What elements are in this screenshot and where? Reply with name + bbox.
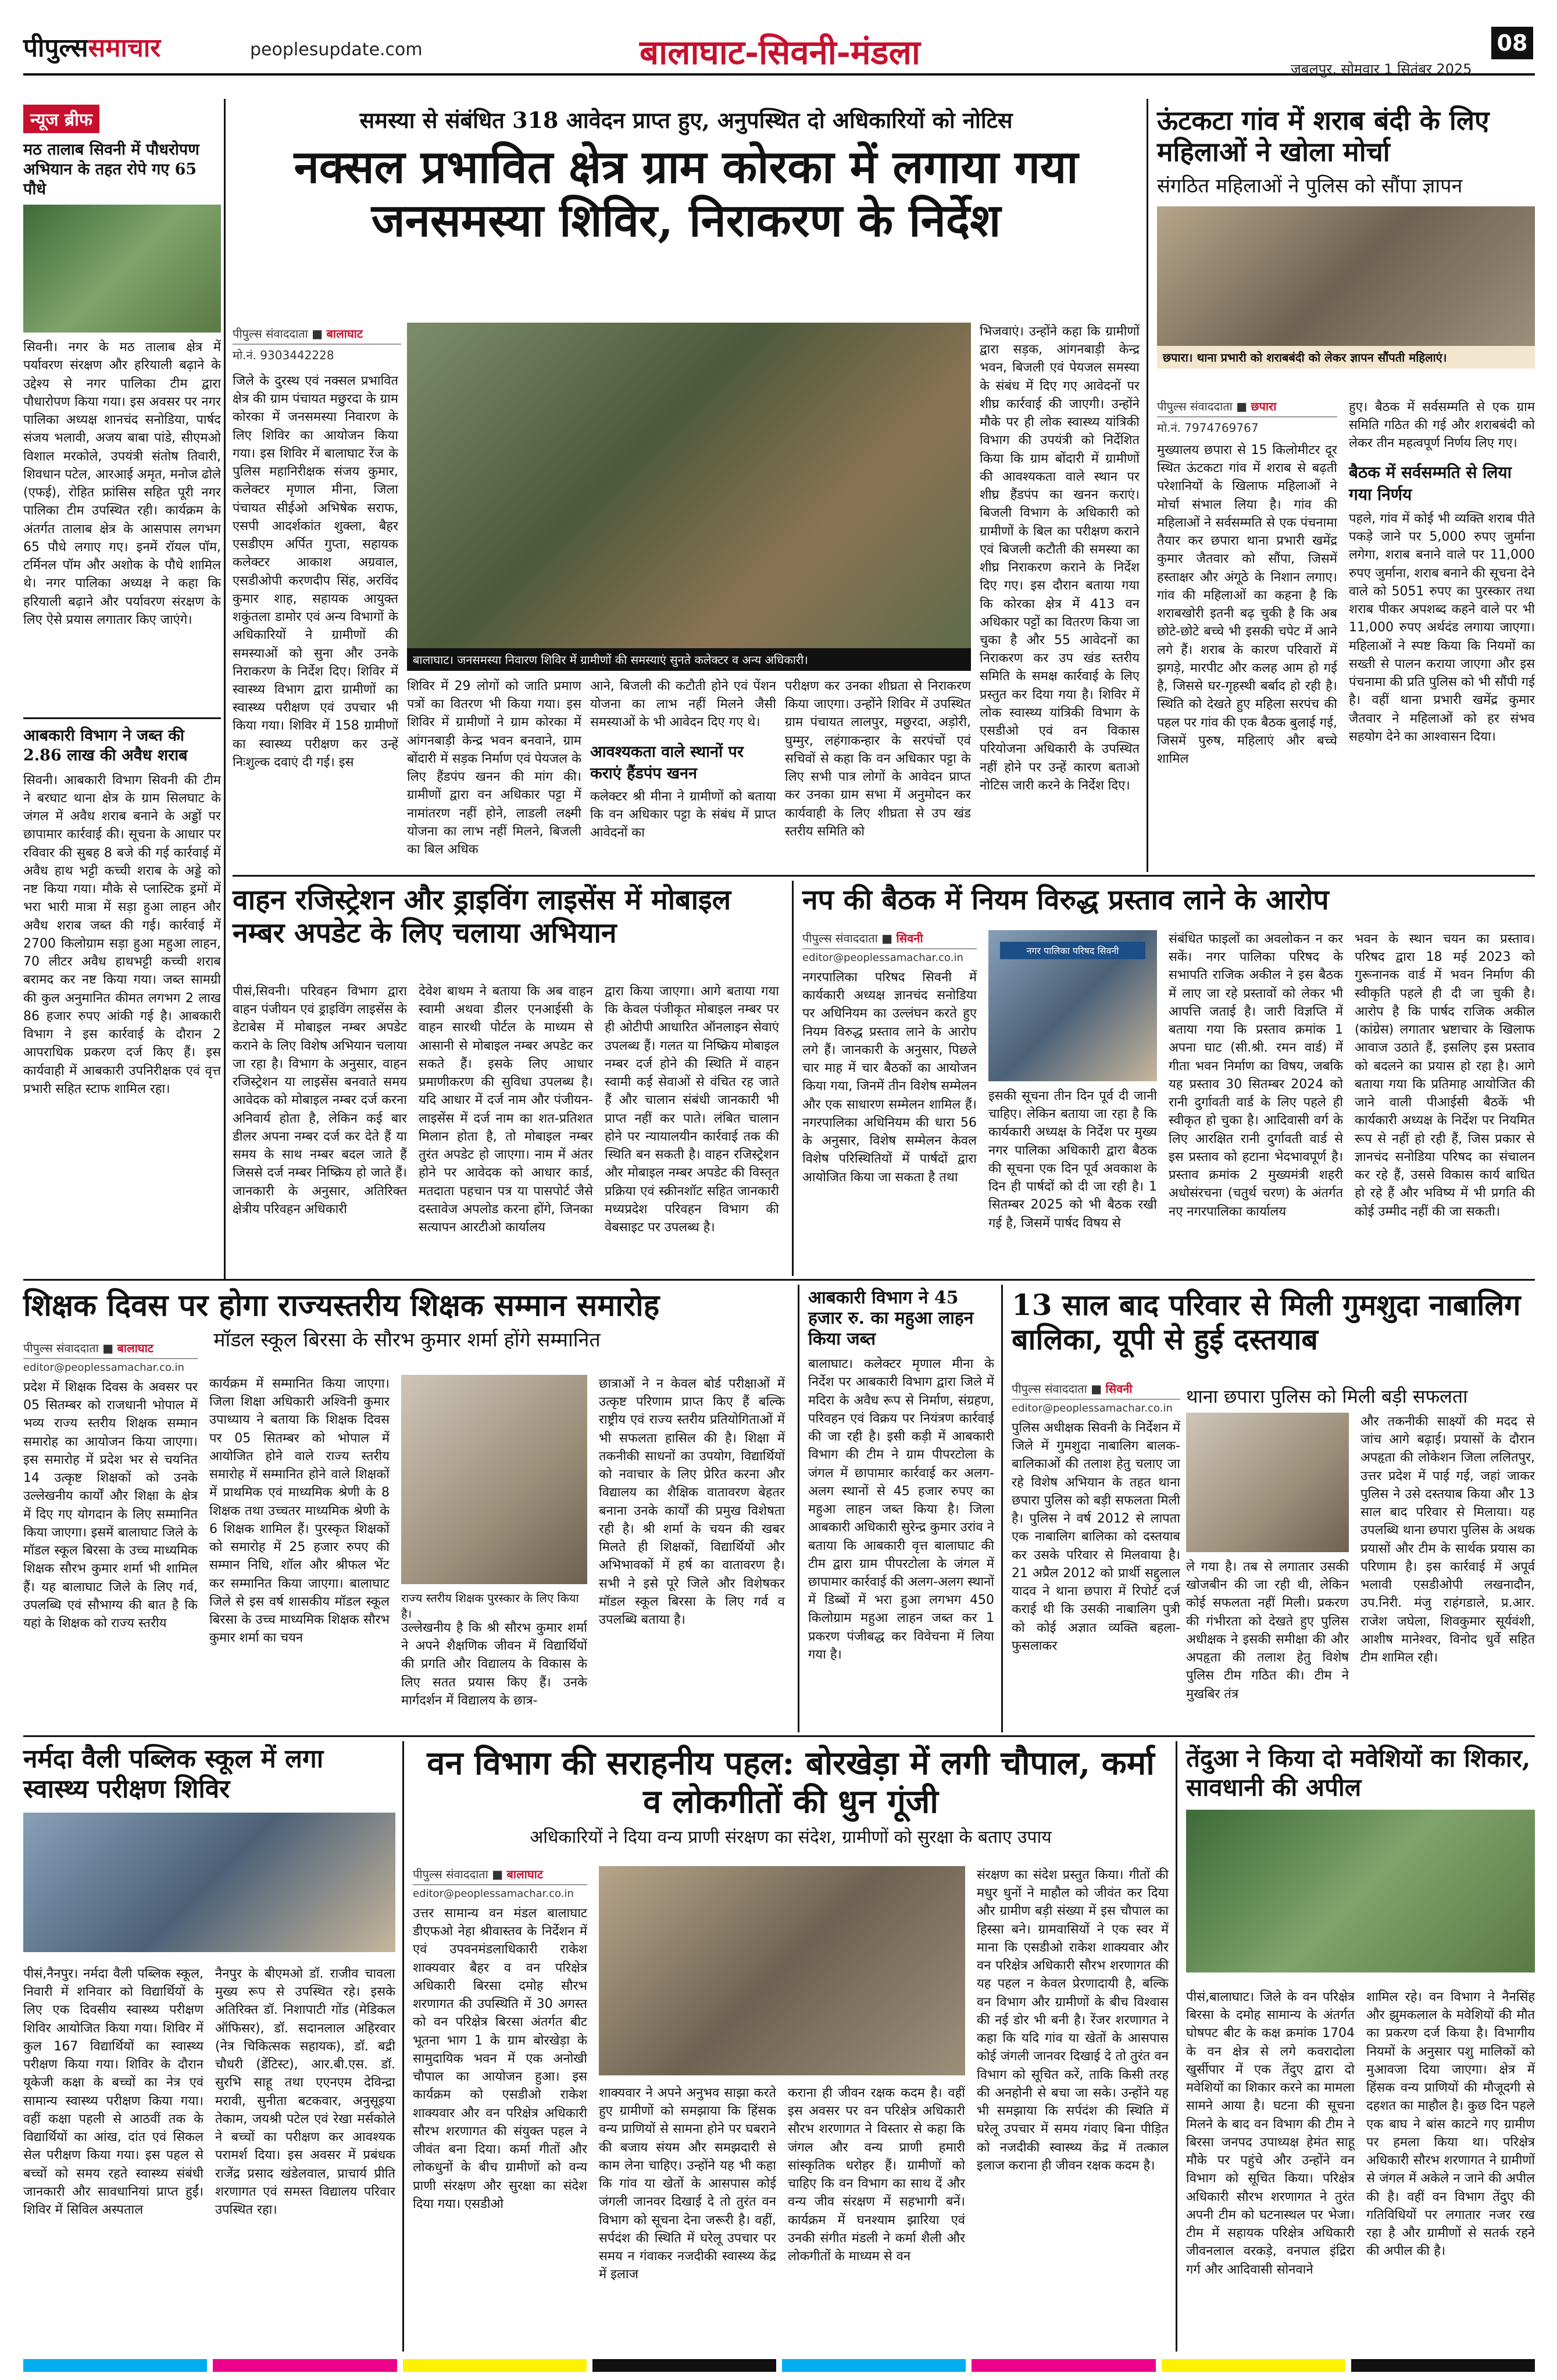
lead-col3b-text: कलेक्टर श्री मीना ने ग्रामीणों को बताया कि वन अधिकार पट्टा के संबंध में प्राप्त आवेदनों का <box>590 789 776 841</box>
missing-subhead: थाना छपारा पुलिस को मिली बड़ी सफलता <box>1186 1385 1468 1407</box>
page-number: 08 <box>1491 27 1533 59</box>
missing-col1: पुलिस अधीक्षक सिवनी के निर्देशन में जिले में गुमशुदा नाबालिग बालक-बालिकाओं की तलाश हेतु चलाए जा रहे विशेष अभियान के तहत थाना छपारा पुलिस को बड़ी सफलता मिली है। पुलिस ने वर्ष 2012 से लापता एक नाबालिग बालिका को दस्तयाब कर उसके परिवार से मिलवाया है। 21 अप्रैल 2012 को प्रार्थी सद्दुलाल यादव ने थाना छपारा में रिपोर्ट दर्ज कराई थी कि उसकी नाबालिग पुत्री को कोई अज्ञात व्यक्ति बहला-फुसलाकर <box>1012 1421 1180 1653</box>
narmada-photo <box>23 1813 395 1952</box>
forest-email[interactable]: editor@peoplessamachar.co.in <box>413 1888 574 1900</box>
katta-subhead2: बैठक में सर्वसम्मति से लिया गया निर्णय <box>1349 463 1512 504</box>
brief-item1-photo <box>23 205 221 333</box>
site-url[interactable]: peoplesupdate.com <box>250 40 423 60</box>
abkari-headline: आबकारी विभाग ने 45 हजार रु. का महुआ लाहन किया जब्त <box>808 1288 974 1349</box>
vehicle-headline: वाहन रजिस्ट्रेशन और ड्राइविंग लाइसेंस में मोबाइल नम्बर अपडेट के लिए चलाया अभियान <box>233 884 731 949</box>
forest-col4: संरक्षण का संदेश प्रस्तुत किया। गीतों की मधुर धुनों ने माहौल को जीवंत कर दिया और ग्रामीण बड़ी संख्या में इस चौपाल का हिस्सा बने। ग्रामवासियों ने एक स्वर में माना कि एसडीओ राकेश शाक्यवार और वन परिक्षेत्र अधिकारी सौरभ शरणागत की यह पहल न केवल प्रेरणादायी है, बल्कि वन विभाग और ग्रामीणों के बीच विश्वास की नई डोर भी बनी है। रेंजर शरणागत ने कहा कि यदि गांव या खेतों के आसपास कोई जंगली जानवर दिखाई दे तो तुरंत वन विभाग को सूचित करें, ताकि किसी तरह की अनहोनी से बचा जा सके। उन्होंने यह भी समझाया कि सर्पदंश की स्थिति में घरेलू उपचार में समय गंवाए बिना पीड़ित को नजदीकी स्वास्थ्य केंद्र में तत्काल इलाज कराना ही जीवन रक्षक कदम है। <box>977 1868 1169 2173</box>
missing-story: 13 साल बाद परिवार से मिली गुमशुदा नाबालिग बालिका, यूपी से हुई दस्तयाब पीपुल्स संवाददाता ■ सिवनी editor@peoplessamachar.co.in पुलिस अधीक्षक सिवनी के निर्देशन में जिले में गुमशुदा नाबालिग बालक-बालिकाओं की तलाश हेतु चलाए जा रहे विशेष अभियान के तहत थाना छपारा पुलिस को बड़ी सफलता मिली है। पुलिस ने वर्ष 2012 से लापता एक नाबालिग बालिका को दस्तयाब कर उसके परिवार से मिलवाया है। 21 अप्रैल 2012 को प्रार्थी सद्दुलाल यादव ने थाना छपारा में रिपोर्ट दर्ज कराई थी कि उसकी नाबालिग पुत्री को कोई अज्ञात व्यक्ति बहला-फुसलाकर थाना छपारा पुलिस को मिली बड़ी सफलता ले गया है। तब से लगातार उसकी खोजबीन की जा रही थी, लेकिन कोई सफलता नहीं मिली। प्रकरण की गंभीरता को देखते हुए पुलिस अधीक्षक ने इसकी समीक्षा की और अपहृता की तलाश हेतु विशेष पुलिस टीम गठित की। टीम ने मुखबिर तंत्र और तकनीकी साक्ष्यों की मदद से जांच आगे बढ़ाई। प्रयासों के दौरान अपहृता की लोकेशन जिला ललितपुर, उत्तर प्रदेश में पाई गई, जहां जाकर पुलिस ने उसे दस्तयाब किया और 13 साल बाद परिवार से मिलाया। यह उपलब्धि थाना छपारा पुलिस के अथक प्रयासों और टीम के सार्थक प्रयास का परिणाम है। इस कार्रवाई में अपूर्व भलावी एसडीओपी लखनादौन, उप.निरी. मंजु राहंगडाले, प्र.आर. राजेश जघेला, शिवकुमार सूर्यवंशी, आशीष मानेश्वर, विनोद धुर्वे सहित टीम शामिल रही। <box>1012 1288 1535 1729</box>
forest-col3: कराना ही जीवन रक्षक कदम है। वहीं इस अवसर पर वन परिक्षेत्र अधिकारी सौरभ शरणागत ने विस्तार से कहा कि जंगल और वन्य प्राणी हमारी सांस्कृतिक धरोहर हैं। ग्रामीणों को चाहिए कि वन विभाग का साथ दें और वन्य जीव संरक्षण में सहभागी बनें। कार्यक्रम में घनश्याम झारिया एवं उनकी संगीत मंडली ने कर्मा शैली और लोकगीतों के माध्यम से वन <box>788 2086 965 2264</box>
np-col3: संबंधित फाइलों का अवलोकन न कर सकें। नगर पालिका परिषद के सभापति राजिक अकील ने इस बैठक में लाए जा रहे प्रस्तावों को लेकर भी आपत्ति जताई है। जारी विज्ञप्ति में बताया गया कि प्रस्ताव क्रमांक 1 अपना घाट (सी.श्री. रमन वार्ड) में गीता भवन निर्माण का विषय, जबकि यह प्रस्ताव 30 सितम्बर 2024 को रानी दुर्गावती वार्ड के लिए पहले ही स्वीकृत हो चुका है। आदिवासी वर्ग के लिए आरक्षित रानी दुर्गावती वार्ड से इस प्रस्ताव को हटाना भेदभावपूर्ण है। प्रस्ताव क्रमांक 2 मुख्यमंत्री शहरी अधोसंरचना (चतुर्थ चरण) के अंतर्गत नए नगरपालिका कार्यालय <box>1169 932 1343 1219</box>
teacher-photo <box>401 1375 587 1584</box>
np-story: नप की बैठक में नियम विरुद्ध प्रस्ताव लाने के आरोप पीपुल्स संवाददाता ■ सिवनी editor@peoplessamachar.co.in नगरपालिका परिषद सिवनी में कार्यकारी अध्यक्ष ज्ञानचंद सनोडिया पर अधिनियम का उल्लंघन करते हुए नियम विरुद्ध प्रस्ताव लाने के आरोप लगे हैं। जानकारी के अनुसार, पिछले चार माह में चार बैठकों का आयोजन किया गया, जिनमें तीन विशेष सम्मेलन और एक साधारण सम्मेलन शामिल हैं। नगरपालिका अधिनियम की धारा 56 के अनुसार, विशेष सम्मेलन केवल विशेष परिस्थितियों में पार्षदों द्वारा आयोजित किया जा सकता है तथा नगर पालिका परिषद सिवनी इसकी सूचना तीन दिन पूर्व दी जानी चाहिए। लेकिन बताया जा रहा है कि कार्यकारी अध्यक्ष के निर्देश पर मुख्य नगर पालिका अधिकारी द्वारा बैठक की सूचना एक दिन पूर्व अवकाश के दिन ही पार्षदों को दी जा रही है। 1 सितम्बर 2025 को भी बैठक रखी गई है, जिसमें पार्षद विषय से संबंधित फाइलों का अवलोकन न कर सकें। नगर पालिका परिषद के सभापति राजिक अकील ने इस बैठक में लाए जा रहे प्रस्तावों को लेकर भी आपत्ति जताई है। जारी विज्ञप्ति में बताया गया कि प्रस्ताव क्रमांक 1 अपना घाट (सी.श्री. रमन वार्ड) में गीता भवन निर्माण का विषय, जबकि यह प्रस्ताव 30 सितम्बर 2024 को रानी दुर्गावती वार्ड के लिए पहले ही स्वीकृत हो चुका है। आदिवासी वर्ग के लिए आरक्षित रानी दुर्गावती वार्ड से इस प्रस्ताव को हटाना भेदभावपूर्ण है। प्रस्ताव क्रमांक 2 मुख्यमंत्री शहरी अधोसंरचना (चतुर्थ चरण) के अंतर्गत नए नगरपालिका कार्यालय भवन के स्थान चयन का प्रस्ताव। परिषद द्वारा 18 मई 2023 को गुरूनानक वार्ड में भवन निर्माण की स्वीकृति पहले ही दी जा चुकी है। आरोप है कि पार्षद राजिक अकील (कांग्रेस) लगातार भ्रष्टाचार के खिलाफ आवाज उठाते हैं, इसलिए इस प्रस्ताव को बदलने का प्रयास हो रहा है। आगे बताया गया कि प्रतिमाह आयोजित की जाने वाली पीआईसी बैठकें भी कार्यकारी अध्यक्ष के निर्देश पर नियमित रूप से नहीं हो रही हैं, जिस प्रकार से ज्ञानचंद सनोडिया परिषद का संचालन कर रहे हैं, उससे विकास कार्य बाधित हो रहे हैं और भविष्य में भी प्रगति की कोई उम्मीद नहीं की जा सकती। <box>802 884 1535 1273</box>
leopard-photo <box>1186 1810 1535 1972</box>
np-signboard: नगर पालिका परिषद सिवनी <box>1000 942 1145 959</box>
teacher-subhead: मॉडल स्कूल बिरसा के सौरभ कुमार शर्मा होंगे सम्मानित <box>213 1328 601 1352</box>
narmada-story <box>23 1744 395 2349</box>
teacher-story: शिक्षक दिवस पर होगा राज्यस्तरीय शिक्षक सम्मान समारोह मॉडल स्कूल बिरसा के सौरभ कुमार शर्मा होंगे सम्मानित पीपुल्स संवाददाता ■ बालाघाट editor@peoplessamachar.co.in प्रदेश में शिक्षक दिवस के अवसर पर 05 सितम्बर को राजधानी भोपाल में भव्य राज्य स्तरीय शिक्षक सम्मान समारोह का आयोजन किया जाएगा। इस समारोह में प्रदेश भर से चयनित 14 उत्कृष्ट शिक्षकों को उनके उल्लेखनीय कार्यों और शिक्षा के क्षेत्र में दिए गए योगदान के लिए सम्मानित किया जाएगा। इसमें बालाघाट जिले के मॉडल स्कूल बिरसा के उच्च माध्यमिक शिक्षक सौरभ कुमार शर्मा भी शामिल हैं। यह बालाघाट जिले के लिए गर्व, उपलब्धि एवं सौभाग्य की बात है कि यहां के शिक्षक को राज्य स्तरीय कार्यक्रम में सम्मानित किया जाएगा। जिला शिक्षा अधिकारी अश्विनी कुमार उपाध्याय ने बताया कि शिक्षक दिवस पर 05 सितम्बर को भोपाल में आयोजित होने वाले राज्य स्तरीय समारोह में सम्मानित होने वाले शिक्षकों में प्राथमिक एवं माध्यमिक श्रेणी के 8 शिक्षक तथा उच्चतर माध्यमिक श्रेणी के 6 शिक्षक शामिल हैं। पुरस्कृत शिक्षकों को समारोह में 25 हजार रुपए की सम्मान निधि, शॉल और श्रीफल भेंट कर सम्मानित किया जाएगा। बालाघाट जिले से इस वर्ष शासकीय मॉडल स्कूल बिरसा के उच्च माध्यमिक शिक्षक सौरभ कुमार शर्मा का चयन राज्य स्तरीय शिक्षक पुरस्कार के लिए किया है। उल्लेखनीय है कि श्री सौरभ कुमार शर्मा ने अपने शैक्षणिक जीवन में विद्यार्थियों की प्रगति और विद्यालय के विकास के लिए सतत प्रयास किए हैं। उनके मार्गदर्शन में विद्यालय के छात्र- छात्राओं ने न केवल बोर्ड परीक्षाओं में उत्कृष्ट परिणाम प्राप्त किए हैं बल्कि राष्ट्रीय एवं राज्य स्तरीय प्रतियोगिताओं में भी सफलता हासिल की है। शिक्षा में तकनीकी साधनों का उपयोग, विद्यार्थियों को नवाचार के लिए प्रेरित करना और विद्यालय का शैक्षिक वातावरण बेहतर बनाना उनके कार्यों की प्रमुख विशेषता रही है। श्री शर्मा के चयन की खबर मिलते ही शिक्षकों, विद्यार्थियों और अभिभावकों में हर्ष का वातावरण है। सभी ने इसे पूरे जिले और विशेषकर मॉडल स्कूल बिरसा के लिए गर्व व उपलब्धि बताया है। <box>23 1288 791 1729</box>
brief-item1-title: मठ तालाब सिवनी में पौधरोपण अभियान के तहत रोपे गए 65 पौधे <box>23 141 199 198</box>
lead-col1: जिले के दुरस्थ एवं नक्सल प्रभावित क्षेत्र की ग्राम पंचायत मछुरदा के ग्राम कोरका में जनसमस्या निवारण के लिए शिविर का आयोजन किया गया। इस शिविर में बालाघाट रेंज के पुलिस महानिरीक्षक संजय कुमार, कलेक्टर मृणाल मीना, जिला पंचायत सीईओ अभिषेक सराफ, एसपी आदर्शकांत शुक्ला, बैहर एसडीएम अर्पित गुप्ता, सहायक कलेक्टर आकाश अग्रवाल, एसडीओपी करणदीप सिंह, अरविंद कुमार शाह, सहायक आयुक्त शकुंतला डामोर एवं अन्य विभागों के अधिकारियों ने ग्रामीणों की समस्याओं को सुना और उनके निराकरण के निर्देश दिए। शिविर में स्वास्थ्य विभाग द्वारा ग्रामीणों का स्वास्थ्य परीक्षण एवं उपचार भी किया गया। शिविर में 158 ग्रामीणों का स्वास्थ्य परीक्षण कर उन्हें निःशुल्क दवाएं दी गई। इस <box>233 374 398 770</box>
forest-col2: शाक्यवार ने अपने अनुभव साझा करते हुए ग्रामीणों को समझाया कि हिंसक वन्य प्राणियों से सामना होने पर घबराने की बजाय संयम और समझदारी से काम लेना चाहिए। उन्होंने यह भी कहा कि गांव या खेतों के आसपास कोई जंगली जानवर दिखाई दे तो तुरंत वन विभाग को सूचना देना जरूरी है। वहीं, सर्पदंश की स्थिति में घरेलू उपचार पर समय न गंवाकर नजदीकी स्वास्थ्य केंद्र में इलाज <box>599 2086 776 2282</box>
leopard-col2: शामिल रहे। वन विभाग ने नैनसिंह और झुमकलाल के मवेशियों की मौत का प्रकरण दर्ज किया है। विभागीय नियमों के अनुसार पशु मालिकों को मुआवजा दिया जाएगा। क्षेत्र में हिंसक वन्य प्राणियों की मौजूदगी से दहशत का माहौल है। कुछ दिन पहले एक बाघ ने बांस काटने गए ग्रामीण पर हमला किया था। परिक्षेत्र अधिकारी सौरभ शरणागत ने ग्रामीणों से जंगल में अकेले न जाने की अपील की है। वहीं वन विभाग तेंदुए की गतिविधियों पर लगातार नजर रख रहा है और ग्रामीणों से सतर्क रहने की अपील की है। <box>1366 1990 1535 2259</box>
teacher-headline: शिक्षक दिवस पर होगा राज्यस्तरीय शिक्षक सम्मान समारोह <box>23 1288 660 1323</box>
teacher-col4: छात्राओं ने न केवल बोर्ड परीक्षाओं में उत्कृष्ट परिणाम प्राप्त किए हैं बल्कि राष्ट्रीय एवं राज्य स्तरीय प्रतियोगिताओं में भी सफलता हासिल की है। शिक्षा में तकनीकी साधनों का उपयोग, विद्यार्थियों को नवाचार के लिए प्रेरित करना और विद्यालय का शैक्षिक वातावरण बेहतर बनाना उनके कार्यों की प्रमुख विशेषता रही है। श्री शर्मा के चयन की खबर मिलते ही शिक्षकों, विद्यार्थियों और अभिभावकों में हर्ष का वातावरण है। सभी ने इसे पूरे जिले और विशेषकर मॉडल स्कूल बिरसा के लिए गर्व व उपलब्धि बताया है। <box>599 1377 785 1628</box>
teacher-col2: कार्यक्रम में सम्मानित किया जाएगा। जिला शिक्षा अधिकारी अश्विनी कुमार उपाध्याय ने बताया कि शिक्षक दिवस पर 05 सितम्बर को भोपाल में आयोजित होने वाले राज्य स्तरीय समारोह में सम्मानित होने वाले शिक्षकों में प्राथमिक एवं माध्यमिक श्रेणी के 8 शिक्षक तथा उच्चतर माध्यमिक श्रेणी के 6 शिक्षक शामिल हैं। पुरस्कृत शिक्षकों को समारोह में 25 हजार रुपए की सम्मान निधि, शॉल और श्रीफल भेंट कर सम्मानित किया जाएगा। बालाघाट जिले से इस वर्ष शासकीय मॉडल स्कूल बिरसा के उच्च माध्यमिक शिक्षक सौरभ कुमार शर्मा का चयन <box>209 1377 390 1646</box>
vehicle-col2: देवेश बाथम ने बताया कि अब वाहन स्वामी अथवा डीलर एनआईसी के वाहन सारथी पोर्टल के माध्यम से आसानी से मोबाइल नम्बर अपडेट कर सकते हैं। इसके लिए आधार प्रमाणीकरण की सुविधा उपलब्ध है। यदि आधार में दर्ज नाम और पंजीयन-लाइसेंस में दर्ज नाम का शत-प्रतिशत मिलान होता है, तो मोबाइल नम्बर तुरंत अपडेट हो जाएगा। नाम में अंतर होने पर आवेदक को आधार कार्ड, मतदाता पहचान पत्र या पासपोर्ट जैसे दस्तावेज अपलोड करना होंगे, जिनका सत्यापन आरटीओ कार्यालय <box>419 984 593 1235</box>
news-brief <box>23 105 221 1273</box>
logo-main: पीपुल्स <box>23 33 88 63</box>
brief-label: न्यूज ब्रीफ <box>23 105 99 133</box>
lead-photo <box>407 323 971 648</box>
lead-headline: नक्सल प्रभावित क्षेत्र ग्राम कोरका में लगाया गया जनसमस्या शिविर, निराकरण के निर्देश <box>294 141 1079 248</box>
lead-col4: परीक्षण कर उनका शीघ्रता से निराकरण किया जाएगा। उन्होंने शिविर में उपस्थित ग्राम पंचायत लालपुर, मछुरदा, अड़ोरी, घुम्मुर, लहंगाकन्हार के सरपंचों एवं सचिवों से कहा कि वन अधिकार पट्टा के लिए सभी पात्र लोगों के आवेदन प्राप्त कर उनका ग्राम सभा में अनुमोदन कर कार्यवाही के लिए शीघ्रता से उप खंड स्तरीय समिति को <box>785 679 971 839</box>
missing-col2: ले गया है। तब से लगातार उसकी खोजबीन की जा रही थी, लेकिन कोई सफलता नहीं मिली। प्रकरण की गंभीरता को देखते हुए पुलिस अधीक्षक ने इसकी समीक्षा की और अपहृता की तलाश हेतु विशेष पुलिस टीम गठित की। टीम ने मुखबिर तंत्र <box>1186 1560 1349 1702</box>
katta-mobile: मो.नं. 7974769767 <box>1157 421 1259 435</box>
np-col1: नगरपालिका परिषद सिवनी में कार्यकारी अध्यक्ष ज्ञानचंद सनोडिया पर अधिनियम का उल्लंघन करते हुए नियम विरुद्ध प्रस्ताव लाने के आरोप लगे हैं। जानकारी के अनुसार, पिछले चार माह में चार बैठकों का आयोजन किया गया, जिनमें तीन विशेष सम्मेलन और एक साधारण सम्मेलन शामिल हैं। नगरपालिका अधिनियम की धारा 56 के अनुसार, विशेष सम्मेलन केवल विशेष परिस्थितियों में पार्षदों द्वारा आयोजित किया जा सकता है तथा <box>802 970 977 1185</box>
np-col4: भवन के स्थान चयन का प्रस्ताव। परिषद द्वारा 18 मई 2023 को गुरूनानक वार्ड में भवन निर्माण की स्वीकृति पहले ही दी जा चुकी है। आरोप है कि पार्षद राजिक अकील (कांग्रेस) लगातार भ्रष्टाचार के खिलाफ आवाज उठाते हैं, इसलिए इस प्रस्ताव को बदलने का प्रयास हो रहा है। आगे बताया गया कि प्रतिमाह आयोजित की जाने वाली पीआईसी बैठकें भी कार्यकारी अध्यक्ष के निर्देश पर नियमित रूप से नहीं हो रही हैं, जिस प्रकार से ज्ञानचंद सनोडिया परिषद का संचालन कर रहे हैं, उससे विकास कार्य बाधित हो रहे हैं और भविष्य में भी प्रगति की कोई उम्मीद नहीं की जा सकती। <box>1355 932 1535 1219</box>
narmada-headline: नर्मदा वैली पब्लिक स्कूल में लगा स्वास्थ्य परीक्षण शिविर <box>23 1744 324 1804</box>
lead-story <box>233 105 1140 872</box>
forest-subhead: अधिकारियों ने दिया वन्य प्राणी संरक्षण का संदेश, ग्रामीणों को सुरक्षा के बताए उपाय <box>530 1827 1052 1848</box>
missing-photo <box>1186 1413 1349 1552</box>
katta-col2a: हुए। बैठक में सर्वसम्मति से एक ग्राम समिति गठित की गई और शराबबंदी को लेकर तीन महत्वपूर्ण निर्णय लिए गए। <box>1349 400 1535 451</box>
abkari-story <box>808 1288 994 1729</box>
missing-email[interactable]: editor@peoplessamachar.co.in <box>1012 1402 1173 1414</box>
vehicle-col3: द्वारा किया जाएगा। आगे बताया गया कि केवल पंजीकृत मोबाइल नम्बर पर ही ओटीपी आधारित ऑनलाइन सेवाएं उपलब्ध हैं। गलत या निष्क्रिय मोबाइल नम्बर दर्ज होने की स्थिति में वाहन स्वामी कई सेवाओं से वंचित रह जाते हैं और चालान संबंधी जानकारी भी प्राप्त नहीं कर पाते। लंबित चालान होने पर न्यायालयीन कार्रवाई तक की स्थिति बन सकती है। वाहन रजिस्ट्रेशन और मोबाइल नम्बर अपडेट की विस्तृत प्रक्रिया एवं स्क्रीनशॉट सहित जानकारी मध्यप्रदेश परिवहन विभाग की वेबसाइट पर उपलब्ध है। <box>605 984 779 1235</box>
katta-headline: ऊंटकटा गांव में शराब बंदी के लिए महिलाओं ने खोला मोर्चा <box>1157 105 1490 168</box>
forest-headline: वन विभाग की सराहनीय पहल: बोरखेड़ा में लगी चौपाल, कर्मा व लोकगीतों की धुन गूंजी <box>427 1744 1155 1821</box>
lead-col3 <box>590 677 776 869</box>
narmada-col2: नैनपुर के बीएमओ डॉ. राजीव चावला मुख्य रूप से उपस्थित रहे। इसके अतिरिक्त डॉ. निशापाटी गोंड (मेडिकल ऑफिसर), डॉ. सदानलाल अहिरवार (नेत्र चिकित्सक सहायक), डॉ. बद्री चौधरी (डेंटिस्ट), आर.बी.एस. डॉ. सुरभि साहू तथा एएनएम देविन्द्रा मरावी, सुनीता बटकवार, अनुसूइया तेकाम, जयश्री पटेल एवं रेखा मर्सकोले ने बच्चों का परीक्षण कर आवश्यक परामर्श दिया। इस अवसर में प्रबंधक राजेंद्र प्रसाद खंडेलवाल, प्राचार्य प्रीति शरणागत एवं समस्त विद्यालय परिवार उपस्थित रहा। <box>215 1967 395 2218</box>
teacher-col1: प्रदेश में शिक्षक दिवस के अवसर पर 05 सितम्बर को राजधानी भोपाल में भव्य राज्य स्तरीय शिक्षक सम्मान समारोह का आयोजन किया जाएगा। इस समारोह में प्रदेश भर से चयनित 14 उत्कृष्ट शिक्षकों को उनके उल्लेखनीय कार्यों और शिक्षा के क्षेत्र में दिए गए योगदान के लिए सम्मानित किया जाएगा। इसमें बालाघाट जिले के मॉडल स्कूल बिरसा के उच्च माध्यमिक शिक्षक सौरभ कुमार शर्मा भी शामिल हैं। यह बालाघाट जिले के लिए गर्व, उपलब्धि एवं सौभाग्य की बात है कि यहां के शिक्षक को राज्य स्तरीय <box>23 1380 198 1631</box>
missing-col3: और तकनीकी साक्ष्यों की मदद से जांच आगे बढ़ाई। प्रयासों के दौरान अपहृता की लोकेशन जिला ललितपुर, उत्तर प्रदेश में पाई गई, जहां जाकर पुलिस ने उसे दस्तयाब किया और 13 साल बाद परिवार से मिलाया। यह उपलब्धि थाना छपारा पुलिस के अथक प्रयासों और टीम के सार्थक प्रयास का परिणाम है। इस कार्रवाई में अपूर्व भलावी एसडीओपी लखनादौन, उप.निरी. मंजु राहंगडाले, प्र.आर. राजेश जघेला, शिवकुमार सूर्यवंशी, आशीष मानेश्वर, विनोद धुर्वे सहित टीम शामिल रही। <box>1360 1414 1535 1666</box>
katta-story: ऊंटकटा गांव में शराब बंदी के लिए महिलाओं ने खोला मोर्चा संगठित महिलाओं ने पुलिस को सौंपा ज्ञापन छपारा। थाना प्रभारी को शराबबंदी को लेकर ज्ञापन सौंपती महिलाएं। पीपुल्स संवाददाता ■ छपारा मो.नं. 7974769767 मुख्यालय छपारा से 15 किलोमीटर दूर स्थित ऊंटकटा गांव में शराब से बढ़ती परेशानियों के खिलाफ महिलाओं ने मोर्चा संभाल लिया है। गांव की महिलाओं ने सर्वसम्मति से एक पंचनामा तैयार कर छपारा थाना प्रभारी खमेंद्र कुमार जैतवार को सौंपा, जिसमें हस्ताक्षर और अंगूठे के निशान लगाए। गांव की महिलाओं का कहना है कि शराबखोरी इतनी बढ़ चुकी है कि अब छोटे-छोटे बच्चे भी इसकी चपेट में आने लगे हैं। शराब के कारण परिवारों में झगड़े, मारपीट और कलह आम हो गई है, जिससे घर-गृहस्थी बर्बाद हो रही है। स्थिति को देखते हुए महिला सरपंच की पहल पर गांव की एक बैठक बुलाई गई, जिसमें पुरुष, महिलाएं और बच्चे शामिल हुए। बैठक में सर्वसम्मति से एक ग्राम समिति गठित की गई और शराबबंदी को लेकर तीन महत्वपूर्ण निर्णय लिए गए। बैठक में सर्वसम्मति से लिया गया निर्णय पहले, गांव में कोई भी व्यक्ति शराब पीते पकड़े जाने पर 5,000 रुपए जुर्माना लगेगा, शराब बनाने वाले पर 11,000 रुपए जुर्माना, शराब बनाने की सूचना देने वाले को 5051 रुपए का पुरस्कार तथा शराब पीकर अपशब्द कहने वाले पर भी 11,000 रुपए अर्थदंड लगाया जाएगा। महिलाओं ने स्पष्ट किया कि नियमों का सख्ती से पालन कराया जाएगा और इस पंचनामा की प्रति पुलिस को भी सौंपी गई है। वहीं थाना प्रभारी खमेंद्र कुमार जैतवार ने महिलाओं को हर संभव सहयोग देने का आश्वासन दिया। <box>1157 105 1535 872</box>
vehicle-col1: पीसं,सिवनी। परिवहन विभाग द्वारा वाहन पंजीयन एवं ड्राइविंग लाइसेंस के डेटाबेस में मोबाइल नम्बर अपडेट कराने के लिए विशेष अभियान चलाया जा रहा है। विभाग के अनुसार, वाहन रजिस्ट्रेशन या लाइसेंस बनवाते समय आवेदक को मोबाइल नम्बर दर्ज करना अनिवार्य होता है, लेकिन कई बार डीलर अपना नम्बर दर्ज कर देते हैं या समय के साथ नम्बर बदल जाते हैं जिससे दर्ज नम्बर निष्क्रिय हो जाते हैं। जानकारी के अनुसार, अतिरिक्त क्षेत्रीय परिवहन अधिकारी <box>233 984 407 1217</box>
forest-photo <box>599 1866 965 2075</box>
logo-accent: समाचार <box>88 33 161 63</box>
np-headline: नप की बैठक में नियम विरुद्ध प्रस्ताव लाने के आरोप <box>802 884 1329 916</box>
abkari-body: बालाघाट। कलेक्टर मृणाल मीना के निर्देश पर आबकारी विभाग द्वारा जिले में मदिरा के अवैध रूप से निर्माण, संग्रहण, परिवहन एवं विक्रय पर नियंत्रण कार्रवाई की जा रही है। इसी कड़ी में आबकारी विभाग की टीम ने ग्राम पीपरटोला के जंगल में छापामार कार्रवाई कर अलग-अलग स्थानों से 45 हजार रुपए का महुआ लाहन जब्त किया है। जिला आबकारी अधिकारी सुरेन्द्र कुमार उरांव ने बताया कि आबकारी वृत्त बालाघाट की टीम द्वारा ग्राम पीपरटोला के जंगल में छापामार कार्रवाई की अलग-अलग स्थानों में डिब्बों में भरा हुआ लगभग 450 किलोग्राम महुआ लाहन जब्त कर 1 प्रकरण पंजीबद्ध कर विवेचना में लिया गया है। <box>808 1357 994 1662</box>
katta-col1: मुख्यालय छपारा से 15 किलोमीटर दूर स्थित ऊंटकटा गांव में शराब से बढ़ती परेशानियों के खिलाफ महिलाओं ने मोर्चा संभाल लिया है। गांव की महिलाओं ने सर्वसम्मति से एक पंचनामा तैयार कर छपारा थाना प्रभारी खमेंद्र कुमार जैतवार को सौंपा, जिसमें हस्ताक्षर और अंगूठे के निशान लगाए। गांव की महिलाओं का कहना है कि शराबखोरी इतनी बढ़ चुकी है कि अब छोटे-छोटे बच्चे भी इसकी चपेट में आने लगे हैं। शराब के कारण परिवारों में झगड़े, मारपीट और कलह आम हो गई है, जिससे घर-गृहस्थी बर्बाद हो रही है। स्थिति को देखते हुए महिला सरपंच की पहल पर गांव की एक बैठक बुलाई गई, जिसमें पुरुष, महिलाएं और बच्चे शामिल <box>1157 443 1337 766</box>
missing-headline: 13 साल बाद परिवार से मिली गुमशुदा नाबालिग बालिका, यूपी से हुई दस्तयाब <box>1012 1288 1521 1356</box>
forest-story: वन विभाग की सराहनीय पहल: बोरखेड़ा में लगी चौपाल, कर्मा व लोकगीतों की धुन गूंजी अधिकारियों ने दिया वन्य प्राणी संरक्षण का संदेश, ग्रामीणों को सुरक्षा के बताए उपाय पीपुल्स संवाददाता ■ बालाघाट editor@peoplessamachar.co.in उत्तर सामान्य वन मंडल बालाघाट डीएफओ नेहा श्रीवास्तव के निर्देशन में एवं उपवनमंडलाधिकारी राकेश शाक्यवार बैहर व वन परिक्षेत्र अधिकारी बिरसा दमोह सौरभ शरणागत की उपस्थिति में 30 अगस्त को वन परिक्षेत्र बिरसा अंतर्गत बीट भूतना भाग 1 के ग्राम बोरखेड़ा के सामुदायिक भवन में एक अनोखी चौपाल का आयोजन हुआ। इस कार्यक्रम को एसडीओ राकेश शाक्यवार और वन परिक्षेत्र अधिकारी सौरभ शरणागत की संयुक्त पहल ने जीवंत बना दिया। कर्मा गीतों और लोकधुनों के बीच ग्रामीणों को वन्य प्राणी संरक्षण और सुरक्षा का संदेश दिया गया। एसडीओ शाक्यवार ने अपने अनुभव साझा करते हुए ग्रामीणों को समझाया कि हिंसक वन्य प्राणियों से सामना होने पर घबराने की बजाय संयम और समझदारी से काम लेना चाहिए। उन्होंने यह भी कहा कि गांव या खेतों के आसपास कोई जंगली जानवर दिखाई दे तो तुरंत वन विभाग को सूचना देना जरूरी है। वहीं, सर्पदंश की स्थिति में घरेलू उपचार पर समय न गंवाकर नजदीकी स्वास्थ्य केंद्र में इलाज कराना ही जीवन रक्षक कदम है। वहीं इस अवसर पर वन परिक्षेत्र अधिकारी सौरभ शरणागत ने विस्तार से कहा कि जंगल और वन्य प्राणी हमारी सांस्कृतिक धरोहर हैं। ग्रामीणों को चाहिए कि वन विभाग का साथ दें और वन्य जीव संरक्षण में सहभागी बनें। कार्यक्रम में घनश्याम झारिया एवं उनकी संगीत मंडली ने कर्मा शैली और लोकगीतों के माध्यम से वन संरक्षण का संदेश प्रस्तुत किया। गीतों की मधुर धुनों ने माहौल को जीवंत कर दिया और ग्रामीण बड़ी संख्या में इस चौपाल का हिस्सा बने। ग्रामवासियों ने एक स्वर में माना कि एसडीओ राकेश शाक्यवार और वन परिक्षेत्र अधिकारी सौरभ शरणागत की यह पहल न केवल प्रेरणादायी है, बल्कि वन विभाग और ग्रामीणों के बीच विश्वास की नई डोर भी बनी है। रेंजर शरणागत ने कहा कि यदि गांव या खेतों के आसपास कोई जंगली जानवर दिखाई दे तो तुरंत वन विभाग को सूचित करें, ताकि किसी तरह की अनहोनी से बचा जा सके। उन्होंने यह भी समझाया कि सर्पदंश की स्थिति में घरेलू उपचार में समय गंवाए बिना पीड़ित को नजदीकी स्वास्थ्य केंद्र में तत्काल इलाज कराना ही जीवन रक्षक कदम है। <box>413 1744 1169 2349</box>
forest-col1: उत्तर सामान्य वन मंडल बालाघाट डीएफओ नेहा श्रीवास्तव के निर्देशन में एवं उपवनमंडलाधिकारी राकेश शाक्यवार बैहर व वन परिक्षेत्र अधिकारी बिरसा दमोह सौरभ शरणागत की उपस्थिति में 30 अगस्त को वन परिक्षेत्र बिरसा अंतर्गत बीट भूतना भाग 1 के ग्राम बोरखेड़ा के सामुदायिक भवन में एक अनोखी चौपाल का आयोजन हुआ। इस कार्यक्रम को एसडीओ राकेश शाक्यवार और वन परिक्षेत्र अधिकारी सौरभ शरणागत की संयुक्त पहल ने जीवंत बना दिया। कर्मा गीतों और लोकधुनों के बीच ग्रामीणों को वन्य प्राणी संरक्षण और सुरक्षा का संदेश दिया गया। एसडीओ <box>413 1906 587 2211</box>
lead-col5: भिजवाएं। उन्होंने कहा कि ग्रामीणों द्वारा सड़क, आंगनबाड़ी केन्द्र भवन, बिजली एवं पेयजल समस्या के संबंध में दिए गए आवेदनों पर शीघ्र कार्रवाई की जाएगी। उन्होंने मौके पर ही लोक स्वास्थ्य यांत्रिकी विभाग की उपयंत्री को निर्देशित किया कि ग्राम बोंदारी में ग्रामीणों की आवश्यकता वाले स्थान पर शीघ्र हैंडपंप का खनन कराएं। बिजली विभाग के अधिकारी को ग्रामीणों के बिल का परीक्षण कराने एवं बिजली कटौती की समस्या का शीघ्र निराकरण कराने के निर्देश दिए गए। इस दौरान बताया गया कि कोरका क्षेत्र में 413 वन अधिकार पट्टों का वितरण किया जा चुका है और 55 आवेदनों का निराकरण कर उप खंड स्तरीय समिति के समक्ष कार्रवाई के लिए प्रस्तुत कर दिया गया है। शिविर में लोक स्वास्थ्य यांत्रिकी विभाग के एसडीओ एवं वन विकास परियोजना अधिकारी के उपस्थित नहीं होने पर उन्हें कारण बताओ नोटिस जारी करने के निर्देश दिए। <box>980 324 1140 793</box>
katta-photo <box>1157 206 1535 346</box>
masthead <box>23 23 1535 76</box>
lead-byline: पीपुल्स संवाददाता ■ बालाघाट मो.नं. 9303442228 <box>233 326 401 363</box>
np-col2: इसकी सूचना तीन दिन पूर्व दी जानी चाहिए। लेकिन बताया जा रहा है कि कार्यकारी अध्यक्ष के निर्देश पर मुख्य नगर पालिका अधिकारी द्वारा बैठक की सूचना एक दिन पूर्व अवकाश के दिन ही पार्षदों को दी जा रही है। 1 सितम्बर 2025 को भी बैठक रखी गई है, जिसमें पार्षद विषय से <box>988 1089 1157 1231</box>
teacher-photo-caption: राज्य स्तरीय शिक्षक पुरस्कार के लिए किया है। <box>401 1591 579 1621</box>
newspaper-logo[interactable] <box>23 29 160 64</box>
katta-subhead: संगठित महिलाओं ने पुलिस को सौंपा ज्ञापन <box>1157 174 1463 198</box>
katta-col2b: पहले, गांव में कोई भी व्यक्ति शराब पीते पकड़े जाने पर 5,000 रुपए जुर्माना लगेगा, शराब बनाने वाले पर 11,000 रुपए जुर्माना, शराब बनाने की सूचना देने वाले को 5051 रुपए का पुरस्कार तथा शराब पीकर अपशब्द कहने वाले पर भी 11,000 रुपए अर्थदंड लगाया जाएगा। महिलाओं ने स्पष्ट किया कि नियमों का सख्ती से पालन कराया जाएगा और इस पंचनामा की प्रति पुलिस को भी सौंपी गई है। वहीं थाना प्रभारी खमेंद्र कुमार जैतवार ने महिलाओं को हर संभव सहयोग देने का आश्वासन दिया। <box>1349 512 1535 744</box>
lead-caption: बालाघाट। जनसमस्या निवारण शिविर में ग्रामीणों की समस्याएं सुनते कलेक्टर व अन्य अधिकारी। <box>407 648 971 671</box>
lead-mobile: मो.नं. 9303442228 <box>233 348 334 362</box>
narmada-col1: पीसं,नैनपुर। नर्मदा वैली पब्लिक स्कूल, निवारी में शनिवार को विद्यार्थियों के लिए एक दिवसीय स्वास्थ्य परीक्षण शिविर आयोजित किया गया। शिविर में कुल 167 विद्यार्थियों का स्वास्थ्य परीक्षण किया गया। शिविर के दौरान यूकेजी कक्षा के बच्चों का नेत्र एवं सामान्य स्वास्थ्य परीक्षण किया गया। वहीं कक्षा पहली से आठवीं तक के विद्यार्थियों का आंख, दांत एवं सिकल सेल परीक्षण किया गया। इस पहल से बच्चों को समय रहते स्वास्थ्य संबंधी जानकारी और सावधानियां प्राप्त हुईं। शिविर में सिविल अस्पताल <box>23 1967 203 2218</box>
brief-item2-body: सिवनी। आबकारी विभाग सिवनी की टीम ने बरघाट थाना क्षेत्र के ग्राम सिलघाट के जंगल में अवैध शराब बनाने के अड्डों पर छापामार कार्रवाई की। सूचना के आधार पर रविवार की सुबह 8 बजे की गई कार्रवाई में अवैध हाथ भट्टी कच्ची शराब के अड्डे को नष्ट किया गया। मौके से प्लास्टिक ड्रमों में भरा भारी मात्रा में सड़ा हुआ लाहन और अवैध शराब जब्त की गई। कार्रवाई में 2700 किलोग्राम सड़ा हुआ महुआ लाहन, 70 लीटर अवैध हाथभट्टी कच्ची शराब बरामद कर नष्ट किया गया। जब्त सामग्री की कुल अनुमानित कीमत लगभग 2 लाख 86 हजार रुपए आंकी गई है। आबकारी विभाग ने इस कार्रवाई के दौरान 2 आपराधिक प्रकरण दर्ज किए हैं। इस कार्यवाही में आबकारी उपनिरीक्षक एवं वृत्त प्रभारी सहित स्टाफ शामिल रहा। <box>23 773 221 1096</box>
katta-caption: छपारा। थाना प्रभारी को शराबबंदी को लेकर ज्ञापन सौंपती महिलाएं। <box>1157 346 1535 369</box>
vehicle-story <box>233 884 785 1273</box>
np-email[interactable]: editor@peoplessamachar.co.in <box>802 952 963 964</box>
teacher-email[interactable]: editor@peoplessamachar.co.in <box>23 1361 184 1374</box>
registration-strip <box>23 2359 1535 2372</box>
leopard-headline: तेंदुआ ने किया दो मवेशियों का शिकार, सावधानी की अपील <box>1186 1744 1531 1802</box>
lead-subhead: आवश्यकता वाले स्थानों पर कराएं हैंडपंप खनन <box>590 743 744 782</box>
section-title: बालाघाट-सिवनी-मंडला <box>640 33 920 72</box>
leopard-story <box>1186 1744 1535 2349</box>
dateline: जबलपुर, सोमवार 1 सितंबर 2025 <box>1291 61 1472 77</box>
brief-item1-body: सिवनी। नगर के मठ तालाब क्षेत्र में पर्यावरण संरक्षण और हरियाली बढ़ाने के उद्देश्य से नगर पालिका टीम द्वारा पौधारोपण किया गया। इस अवसर पर नगर पालिका अध्यक्ष शानचंद सनोडिया, पार्षद संजय भलावी, अजय बाबा पांडे, सीएमओ विशाल मरकोले, उपयंत्री संतोष तिवारी, शिवधान पटेल, आरआई अमृत, मनोज ढोले (एफई), रोहित फ्रांसिस सहित पूरी नगर पालिका टीम उपस्थित रही। कार्यक्रम के अंतर्गत तालाब क्षेत्र के आसपास लगभग 65 पौधे लगाए गए। इनमें रॉयल पॉम, टर्मिनल पॉम और अशोक के पौधे शामिल थे। नगर पालिका अध्यक्ष ने कहा कि हरियाली बढ़ाने और पर्यावरण संरक्षण के लिए ऐसे प्रयास लगातार किए जाएंगे। <box>23 340 221 627</box>
lead-col3-text: आने, बिजली की कटौती होने एवं पेंशन योजना का लाभ नहीं मिलने जैसी समस्याओं के भी आवेदन दिए गए थे। <box>590 679 776 730</box>
lead-kicker: समस्या से संबंधित 318 आवेदन प्राप्त हुए, अनुपस्थित दो अधिकारियों को नोटिस <box>359 107 1013 133</box>
teacher-col3: उल्लेखनीय है कि श्री सौरभ कुमार शर्मा ने अपने शैक्षणिक जीवन में विद्यार्थियों की प्रगति और विद्यालय के विकास के लिए सतत प्रयास किए हैं। उनके मार्गदर्शन में विद्यालय के छात्र- <box>401 1621 587 1708</box>
leopard-col1: पीसं,बालाघाट। जिले के वन परिक्षेत्र बिरसा के दमोह सामान्य के अंतर्गत घोषपट बीट के कक्ष क्रमांक 1704 के वन क्षेत्र से लगे कवरादोला खुर्सीपार में एक तेंदुए द्वारा दो मवेशियों का शिकार करने का मामला सामने आया है। घटना की सूचना मिलने के बाद वन विभाग की टीम ने बिरसा जनपद उपाध्यक्ष हेमंत साहू मौके पर पहुंचे और उन्होंने वन विभाग को सूचित किया। परिक्षेत्र अधिकारी सौरभ शरणागत ने तुरंत अपनी टीम को घटनास्थल पर भेजा। टीम में सहायक परिक्षेत्र अधिकारी जीवनलाल वरकड़े, वनपाल इंद्रिरा गर्ग और आदिवासी सोनवाने <box>1186 1990 1355 2277</box>
np-photo <box>988 930 1157 1081</box>
lead-col2: शिविर में 29 लोगों को जाति प्रमाण पत्रों का वितरण भी किया गया। इस शिविर में ग्रामीणों ने ग्राम कोरका में आंगनबाड़ी केन्द्र भवन बनवाने, ग्राम बोंदारी में सड़क निर्माण एवं पेयजल के लिए हैंडपंप खनन की मांग की। ग्रामीणों द्वारा वन अधिकार पट्टा में नामांतरण नहीं होने, लाडली लक्ष्मी योजना का लाभ नहीं मिलने, बिजली का बिल अधिक <box>407 679 581 857</box>
brief-item2-title: आबकारी विभाग ने जब्त की 2.86 लाख की अवैध शराब <box>23 727 188 764</box>
